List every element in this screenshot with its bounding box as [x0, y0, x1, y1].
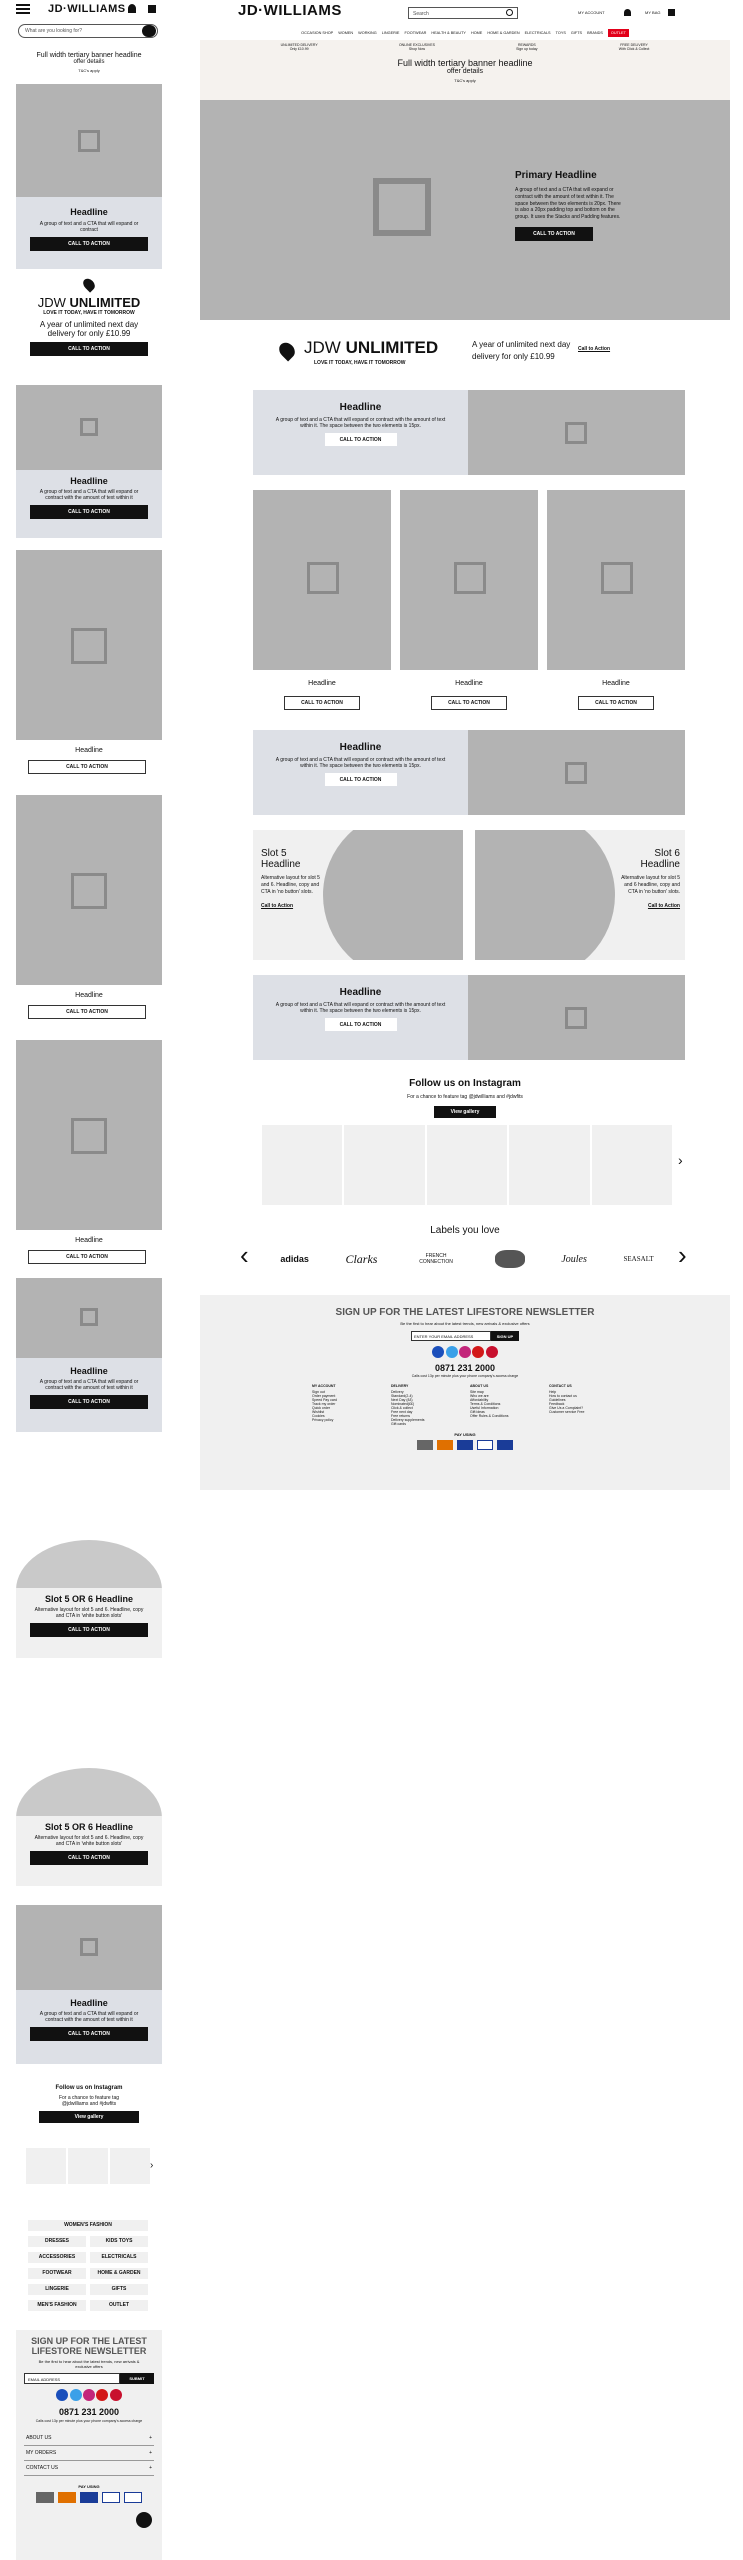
footer-link[interactable]: Standard(2-4)	[391, 1394, 413, 1398]
hero-banner[interactable]	[200, 100, 730, 320]
image-placeholder	[16, 550, 162, 740]
cta-outline-button[interactable]: CALL TO ACTION	[28, 760, 146, 774]
insta-gallery	[26, 2148, 150, 2184]
bag-icon[interactable]	[148, 5, 156, 13]
main-nav	[200, 27, 730, 38]
block-headline: Headline	[339, 742, 382, 753]
footer-link[interactable]: Give Us a Complaint?	[549, 1406, 584, 1410]
hero-content	[515, 170, 625, 241]
unlimited-cta-button[interactable]: CALL TO ACTION	[30, 342, 148, 356]
category-link[interactable]: WOMEN'S FASHION	[28, 2220, 148, 2231]
cta-button[interactable]: CALL TO ACTION	[325, 433, 397, 446]
facebook-icon[interactable]	[56, 2389, 68, 2401]
nav-item[interactable]: LINGERIE	[381, 30, 400, 35]
slot-headline: Slot 5 OR 6 Headline	[44, 1822, 134, 1832]
usp-item[interactable]: UNLIMITED DELIVERY Only £10.99	[280, 43, 318, 51]
youtube-icon[interactable]	[96, 2389, 108, 2401]
unlimited-line2: delivery for only £10.99	[47, 329, 131, 338]
brand-logo-clarks[interactable]: Clarks	[345, 1251, 378, 1266]
brand-carousel	[262, 1250, 672, 1268]
amex-icon	[36, 2492, 54, 2503]
email-input[interactable]: EMAIL ADDRESS	[24, 2373, 120, 2384]
image-placeholder	[16, 1905, 162, 1990]
nav-item[interactable]: FOOTWEAR	[404, 30, 427, 35]
view-gallery-button[interactable]: View gallery	[39, 2111, 139, 2123]
submit-button[interactable]: SUBMIT	[120, 2373, 154, 2384]
mobile-content-block	[16, 470, 162, 538]
image-placeholder	[468, 390, 685, 475]
mobile-slot-block	[16, 1588, 162, 1658]
accordion-contact[interactable]: CONTACT US +	[24, 2461, 154, 2476]
category-link[interactable]: HOME & GARDEN	[90, 2268, 148, 2279]
hero-headline: Primary Headline	[515, 170, 597, 181]
image-placeholder	[16, 1278, 162, 1358]
image-placeholder	[16, 385, 162, 470]
block-text: A group of text and a CTA that will expand or contract with the amount of text within it. The space between the two elements is 15px.	[275, 417, 446, 429]
unlimited-tagline: LOVE IT TODAY, HAVE IT TOMORROW	[314, 360, 406, 366]
nav-item[interactable]: ELECTRICALS	[524, 30, 551, 35]
desktop-search-input[interactable]: Search	[408, 7, 518, 19]
mobile-content-block	[16, 1990, 162, 2064]
slot-headline: Headline	[261, 859, 301, 870]
pay-using-label: PAY USING	[454, 1432, 476, 1437]
cta-button[interactable]: CALL TO ACTION	[325, 1018, 397, 1031]
footer-link[interactable]: Gift ideas	[470, 1410, 485, 1414]
visa-electron-icon	[124, 2492, 142, 2503]
footer-link[interactable]: Delivery	[391, 1390, 404, 1394]
cta-button[interactable]: CALL TO ACTION	[30, 237, 148, 251]
maestro-icon	[80, 2492, 98, 2503]
menu-icon[interactable]	[16, 4, 30, 14]
cta-button[interactable]: CALL TO ACTION	[30, 505, 148, 519]
block-headline: Headline	[339, 402, 382, 413]
nav-item[interactable]: GIFTS	[570, 30, 583, 35]
plus-icon: +	[149, 2465, 152, 2471]
insta-tile[interactable]	[344, 1125, 424, 1205]
trio-cta-button[interactable]: CALL TO ACTION	[284, 696, 360, 710]
tertiary-headline: Full width tertiary banner headline	[397, 58, 533, 68]
nav-item-outlet[interactable]: OUTLET	[608, 29, 629, 37]
location-pin-icon	[276, 340, 298, 362]
hero-text: A group of text and a CTA that will expand or contract with the amount of text within it. The space between the two elements is 20px. There is also a 20px padding top and bottom on the group. It uses the Stacks and Padding features.	[515, 187, 621, 220]
pinterest-icon[interactable]	[110, 2389, 122, 2401]
insta-tile[interactable]	[509, 1125, 589, 1205]
image-placeholder	[400, 490, 538, 670]
instagram-icon[interactable]	[459, 1346, 471, 1358]
block-headline: Headline	[70, 207, 108, 217]
footer-link[interactable]: Free returns	[391, 1414, 411, 1418]
footer-link[interactable]: Who we are	[470, 1394, 489, 1398]
image-placeholder	[16, 1040, 162, 1230]
footer-link[interactable]: Wishlist	[312, 1410, 325, 1414]
mobile-content-block	[16, 197, 162, 269]
cta-button[interactable]: CALL TO ACTION	[325, 773, 397, 786]
nav-item[interactable]: HOME	[470, 30, 483, 35]
youtube-icon[interactable]	[472, 1346, 484, 1358]
slot-text: Alternative layout for slot 5 and 6. Headline, copy and CTA in 'no button' slots.	[261, 875, 320, 895]
mobile-unlimited-banner[interactable]: JDW UNLIMITED LOVE IT TODAY, HAVE IT TOMORROW A year of unlimited next day delivery for only £10.99 CALL TO ACTION	[16, 278, 162, 360]
unlimited-line2: delivery for only £10.99	[472, 352, 555, 361]
slot6-block[interactable]	[475, 830, 685, 960]
maestro-icon	[457, 1440, 473, 1450]
block-headline: Headline	[70, 1998, 108, 2008]
bag-icon	[668, 9, 675, 16]
pay-using-label: PAY USING	[78, 2484, 100, 2489]
brand-logo-french-connection[interactable]: FRENCH CONNECTION	[419, 1253, 453, 1265]
block-text: A group of text and a CTA that will expand or contract with the amount of text within it	[39, 1379, 139, 1391]
cta-button[interactable]: CALL TO ACTION	[30, 1395, 148, 1409]
slot-image	[323, 830, 463, 960]
mobile-logo[interactable]: JD·WILLIAMS	[48, 3, 126, 15]
nav-item[interactable]: HEALTH & BEAUTY	[431, 30, 466, 35]
footer-col-contact: CONTACT US Help How to contact us Guidelines Feedback Give Us a Complaint? Customer service Free	[549, 1384, 618, 1426]
desktop-instagram	[200, 1078, 730, 1124]
slot5-block[interactable]	[253, 830, 463, 960]
half-content-block	[253, 390, 468, 475]
chevron-right-icon[interactable]: ›	[678, 1240, 687, 1270]
back-to-top-icon[interactable]	[136, 2512, 152, 2528]
account-icon[interactable]	[128, 4, 136, 13]
twitter-icon[interactable]	[446, 1346, 458, 1358]
facebook-icon[interactable]	[432, 1346, 444, 1358]
phone-note: Calls cost 13p per minute plus your phone company's access charge	[35, 2419, 143, 2423]
signup-button[interactable]: SIGN UP	[491, 1331, 519, 1341]
newsletter-title: SIGN UP FOR THE LATEST	[31, 2336, 147, 2346]
block-headline: Headline	[339, 987, 382, 998]
phone-note: Calls cost 13p per minute plus your phone company's access charge	[411, 1374, 519, 1378]
image-placeholder	[16, 795, 162, 985]
search-icon[interactable]	[142, 25, 156, 37]
insta-sub: For a chance to feature tag @jdwilliams and #jdwfits	[58, 2095, 120, 2107]
accordion-orders[interactable]: MY ORDERS +	[24, 2446, 154, 2461]
slot-cta-link[interactable]: Call to Action	[647, 903, 680, 910]
category-link[interactable]: MEN'S FASHION	[28, 2300, 86, 2311]
insta-tile[interactable]	[592, 1125, 672, 1205]
footer-link[interactable]: Order payment	[312, 1394, 336, 1398]
cta-button[interactable]: CALL TO ACTION	[30, 1851, 148, 1865]
image-placeholder	[468, 730, 685, 815]
footer-link[interactable]: Click & collect	[391, 1406, 413, 1410]
mobile-search-input[interactable]: What are you looking for?	[18, 24, 158, 38]
phone-number[interactable]: 0871 231 2000	[58, 2407, 120, 2417]
unlimited-line1: A year of unlimited next day	[39, 320, 139, 329]
twitter-icon[interactable]	[70, 2389, 82, 2401]
tertiary-banner[interactable]	[200, 58, 730, 83]
block-headline: Headline	[70, 1366, 108, 1376]
tertiary-tc: T&C's apply	[78, 68, 100, 73]
category-link[interactable]: GIFTS	[90, 2284, 148, 2295]
slot-text: Alternative layout for slot 5 and 6. Headline, copy and CTA in 'white button slots'	[34, 1835, 144, 1847]
cta-button[interactable]: CALL TO ACTION	[30, 2027, 148, 2041]
insta-tile[interactable]	[68, 2148, 108, 2184]
plus-icon: +	[149, 2435, 152, 2441]
newsletter-sub: Be the first to hear about the latest trends, new arrivals & exclusive offers	[400, 1321, 530, 1326]
mobile-content-block	[16, 1358, 162, 1432]
usp-bar	[200, 40, 730, 54]
slot-headline: Slot 5	[261, 848, 287, 859]
footer-link[interactable]: How to contact us	[549, 1394, 577, 1398]
footer-link[interactable]: Privacy policy	[312, 1418, 334, 1422]
payment-icons	[200, 1440, 730, 1450]
trio-headline: Headline	[602, 680, 630, 687]
footer-link[interactable]: Free next day	[391, 1410, 413, 1414]
desktop-footer	[200, 1295, 730, 1490]
plus-icon: +	[149, 2450, 152, 2456]
insta-sub: For a chance to feature tag @jdwilliams and #jdwfits	[407, 1094, 523, 1100]
desktop-logo[interactable]: JD·WILLIAMS	[238, 2, 342, 19]
insta-gallery	[262, 1125, 672, 1205]
footer-link[interactable]: Gift cards	[391, 1422, 406, 1426]
footer-link[interactable]: Offer Rules & Conditions	[470, 1414, 509, 1418]
usp-item[interactable]: REWARDS Sign up today	[516, 43, 538, 51]
footer-link[interactable]: Track my order	[312, 1402, 336, 1406]
cta-button[interactable]: CALL TO ACTION	[30, 1623, 148, 1637]
trio-cta-button[interactable]: CALL TO ACTION	[431, 696, 507, 710]
slot-text: Alternative layout for slot 5 and 6 headline, copy and CTA in 'no button' slots.	[621, 875, 680, 895]
footer-link[interactable]: Site map	[470, 1390, 484, 1394]
tertiary-tc: T&C's apply	[454, 78, 476, 83]
brand-logo-fatface[interactable]	[495, 1250, 525, 1268]
tertiary-offer: offer details	[446, 68, 484, 75]
chevron-right-icon[interactable]: ›	[678, 1152, 683, 1168]
mastercard-icon	[437, 1440, 453, 1450]
instagram-icon[interactable]	[83, 2389, 95, 2401]
my-account-link[interactable]: MY ACCOUNT	[578, 10, 605, 15]
category-link[interactable]: DRESSES	[28, 2236, 86, 2247]
footer-link[interactable]: Customer service Free	[549, 1410, 585, 1414]
cta-outline-button[interactable]: CALL TO ACTION	[28, 1005, 146, 1019]
labels-title: Labels you love	[430, 1225, 500, 1236]
unlimited-tagline: LOVE IT TODAY, HAVE IT TOMORROW	[43, 310, 135, 316]
mobile-slot-block	[16, 1816, 162, 1886]
usp-and-tertiary	[200, 40, 730, 100]
slot-headline: Headline	[640, 859, 680, 870]
footer-link[interactable]: Feedback	[549, 1402, 565, 1406]
block-text: A group of text and a CTA that will expand or contract with the amount of text within it. The space between the two elements is 15px.	[275, 1002, 446, 1014]
slot-image	[16, 1768, 162, 1818]
usp-item[interactable]: FREE DELIVERY With Click & Collect	[618, 43, 650, 51]
slot-image	[475, 830, 615, 960]
payment-icons	[16, 2492, 162, 2503]
nav-item[interactable]: WORKING	[358, 30, 377, 35]
chevron-right-icon[interactable]: ›	[150, 2160, 154, 2171]
desktop-unlimited-banner[interactable]: JDW UNLIMITED LOVE IT TODAY, HAVE IT TOMORROW A year of unlimited next day delivery for only £10.99 Call to Action	[280, 338, 650, 374]
category-link[interactable]: KIDS TOYS	[90, 2236, 148, 2247]
insta-title: Follow us on Instagram	[55, 2085, 123, 2091]
email-input[interactable]: ENTER YOUR EMAIL ADDRESS	[411, 1331, 491, 1341]
image-placeholder	[468, 975, 685, 1060]
footer-link[interactable]: Sign out	[312, 1390, 325, 1394]
footer-link[interactable]: Terms & Conditions	[470, 1402, 501, 1406]
nav-item[interactable]: OCCASION SHOP	[301, 30, 334, 35]
brand-logo-joules[interactable]: Joules	[561, 1253, 587, 1265]
image-placeholder	[373, 178, 431, 236]
newsletter-sub: Be the first to hear about the latest trends, new arrivals & exclusive offers	[38, 2359, 140, 2369]
accordion-about[interactable]: ABOUT US +	[24, 2431, 154, 2446]
trio-headline: Headline	[308, 680, 336, 687]
footer-link[interactable]: Affordability	[470, 1398, 489, 1402]
footer-link[interactable]: Delivery supplements	[391, 1418, 425, 1422]
pinterest-icon[interactable]	[486, 1346, 498, 1358]
block-headline: Headline	[70, 476, 108, 486]
location-pin-icon	[81, 276, 97, 292]
unlimited-cta-link[interactable]: Call to Action	[578, 346, 611, 352]
account-icon	[624, 9, 631, 16]
tertiary-headline: Full width tertiary banner headline	[36, 52, 142, 59]
footer-link[interactable]: Guidelines	[549, 1398, 566, 1402]
my-bag-link[interactable]: MY BAG	[645, 10, 661, 15]
category-link[interactable]: FOOTWEAR	[28, 2268, 86, 2279]
category-link[interactable]: LINGERIE	[28, 2284, 86, 2295]
mastercard-icon	[58, 2492, 76, 2503]
half-content-block	[253, 730, 468, 815]
usp-item[interactable]: ONLINE EXCLUSIVES Shop Now	[398, 43, 435, 51]
trio-cta-button[interactable]: CALL TO ACTION	[578, 696, 654, 710]
phone-number[interactable]: 0871 231 2000	[434, 1363, 496, 1373]
image-placeholder	[547, 490, 685, 670]
slot-headline: Slot 5 OR 6 Headline	[44, 1594, 134, 1604]
search-icon[interactable]	[506, 9, 513, 16]
mobile-tertiary-banner[interactable]	[16, 52, 162, 73]
unlimited-line1: A year of unlimited next day	[472, 340, 571, 349]
category-link[interactable]: ELECTRICALS	[90, 2252, 148, 2263]
cta-outline-button[interactable]: CALL TO ACTION	[28, 1250, 146, 1264]
amex-icon	[417, 1440, 433, 1450]
block-headline: Headline	[75, 992, 103, 999]
visa-electron-icon	[497, 1440, 513, 1450]
nav-item[interactable]: TOYS	[555, 30, 566, 35]
image-placeholder	[16, 84, 162, 197]
footer-link[interactable]: Next Day (££)	[391, 1398, 413, 1402]
mobile-view	[0, 0, 162, 2560]
footer-link[interactable]: Quick order	[312, 1406, 331, 1410]
category-link[interactable]: OUTLET	[90, 2300, 148, 2311]
footer-link[interactable]: Speed Pay card	[312, 1398, 337, 1402]
footer-link[interactable]: Useful Information	[470, 1406, 499, 1410]
footer-columns	[312, 1384, 618, 1426]
block-headline: Headline	[75, 747, 103, 754]
trio-headline: Headline	[455, 680, 483, 687]
desktop-view	[200, 0, 730, 1500]
newsletter-title: LIFESTORE NEWSLETTER	[31, 2346, 147, 2356]
insta-tile[interactable]	[26, 2148, 66, 2184]
brand-logo-adidas[interactable]: adidas	[280, 1254, 309, 1264]
visa-icon	[477, 1440, 493, 1450]
brand-logo-seasalt[interactable]: SEASALT	[623, 1255, 654, 1263]
hero-cta-button[interactable]: CALL TO ACTION	[515, 227, 593, 241]
newsletter-title: SIGN UP FOR THE LATEST LIFESTORE NEWSLETTER	[335, 1307, 595, 1318]
footer-col-account: MY ACCOUNT Sign out Order payment Speed Pay card Track my order Quick order Wishlist Cookies Privacy policy	[312, 1384, 381, 1426]
block-text: A group of text and a CTA that will expand or contract with the amount of text within it	[39, 2011, 139, 2023]
insta-title: Follow us on Instagram	[409, 1078, 521, 1089]
insta-tile[interactable]	[110, 2148, 150, 2184]
mobile-categories	[28, 2220, 148, 2311]
footer-col-delivery: DELIVERY Delivery Standard(2-4) Next Day (££) Nominated(££) Click & collect Free next day Free returns Delivery supplements Gift cards	[391, 1384, 460, 1426]
insta-tile[interactable]	[262, 1125, 342, 1205]
footer-link[interactable]: Nominated(££)	[391, 1402, 415, 1406]
visa-icon	[102, 2492, 120, 2503]
mobile-instagram	[16, 2085, 162, 2127]
view-gallery-button[interactable]: View gallery	[434, 1106, 496, 1118]
nav-item[interactable]: BRANDS	[587, 30, 603, 35]
footer-col-about: ABOUT US Site map Who we are Affordability Terms & Conditions Useful Information Gift ideas Offer Rules & Conditions	[470, 1384, 539, 1426]
nav-item[interactable]: WOMEN	[338, 30, 354, 35]
block-text: A group of text and a CTA that will expand or contract	[39, 221, 139, 233]
chevron-left-icon[interactable]: ‹	[240, 1240, 249, 1270]
insta-tile[interactable]	[427, 1125, 507, 1205]
slot-cta-link[interactable]: Call to Action	[261, 903, 294, 910]
slot-image	[16, 1540, 162, 1590]
block-text: A group of text and a CTA that will expand or contract with the amount of text within it	[39, 489, 139, 501]
block-headline: Headline	[75, 1237, 103, 1244]
footer-link[interactable]: Help	[549, 1390, 557, 1394]
footer-link[interactable]: Cookies	[312, 1414, 325, 1418]
image-placeholder	[253, 490, 391, 670]
slot-headline: Slot 6	[654, 848, 680, 859]
category-link[interactable]: ACCESSORIES	[28, 2252, 86, 2263]
tertiary-offer: offer details	[73, 59, 105, 65]
nav-item[interactable]: HOME & GARDEN	[487, 30, 520, 35]
block-text: A group of text and a CTA that will expand or contract with the amount of text within it. The space between the two elements is 15px.	[275, 757, 446, 769]
slot-text: Alternative layout for slot 5 and 6. Headline, copy and CTA in 'white button slots'	[34, 1607, 144, 1619]
half-content-block	[253, 975, 468, 1060]
